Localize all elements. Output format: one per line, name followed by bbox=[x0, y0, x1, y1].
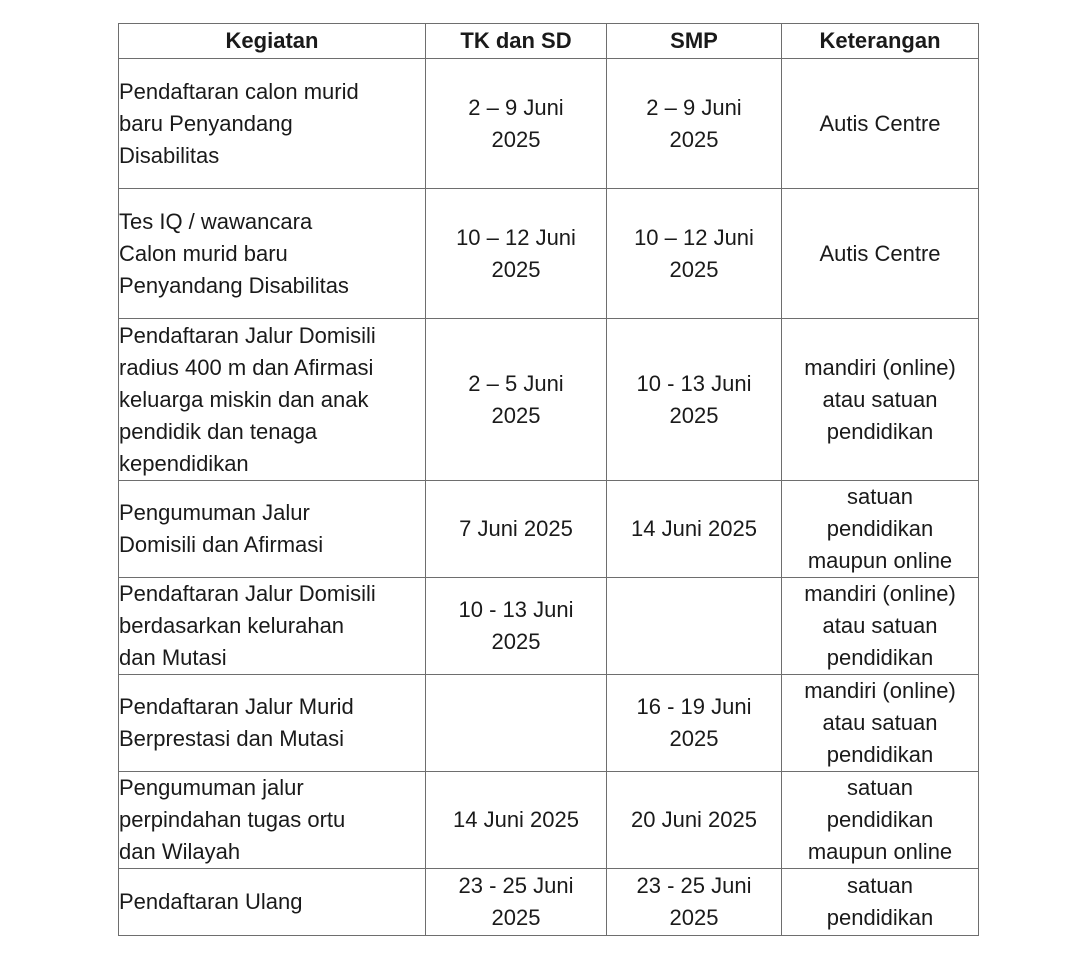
table-row bbox=[119, 869, 979, 936]
cell-tk-sd: 2 – 9 Juni 2025 bbox=[426, 59, 607, 189]
cell-tk-sd bbox=[426, 675, 607, 772]
cell-keterangan: mandiri (online) atau satuan pendidikan bbox=[782, 578, 979, 675]
table-row bbox=[119, 319, 979, 481]
header-kegiatan: Kegiatan bbox=[119, 24, 426, 59]
cell-keterangan: satuan pendidikan maupun online bbox=[782, 481, 979, 578]
cell-kegiatan: Pendaftaran Jalur Domisili berdasarkan kelurahan dan Mutasi bbox=[119, 578, 426, 675]
cell-tk-sd: 23 - 25 Juni 2025 bbox=[426, 869, 607, 936]
cell-kegiatan: Tes IQ / wawancara Calon murid baru Penyandang Disabilitas bbox=[119, 189, 426, 319]
cell-smp: 2 – 9 Juni 2025 bbox=[607, 59, 782, 189]
cell-keterangan: satuan pendidikan maupun online bbox=[782, 772, 979, 869]
cell-smp: 10 – 12 Juni 2025 bbox=[607, 189, 782, 319]
cell-kegiatan: Pengumuman jalur perpindahan tugas ortu dan Wilayah bbox=[119, 772, 426, 869]
cell-tk-sd: 2 – 5 Juni 2025 bbox=[426, 319, 607, 481]
cell-smp: 23 - 25 Juni 2025 bbox=[607, 869, 782, 936]
table-row bbox=[119, 772, 979, 869]
cell-keterangan: mandiri (online) atau satuan pendidikan bbox=[782, 675, 979, 772]
cell-smp: 20 Juni 2025 bbox=[607, 772, 782, 869]
schedule-table bbox=[118, 23, 979, 936]
cell-kegiatan: Pendaftaran Jalur Domisili radius 400 m dan Afirmasi keluarga miskin dan anak pendidik dan tenaga kependidikan bbox=[119, 319, 426, 481]
cell-smp bbox=[607, 578, 782, 675]
table-row bbox=[119, 675, 979, 772]
header-keterangan: Keterangan bbox=[782, 24, 979, 59]
cell-kegiatan: Pengumuman Jalur Domisili dan Afirmasi bbox=[119, 481, 426, 578]
table-row bbox=[119, 189, 979, 319]
cell-kegiatan: Pendaftaran Jalur Murid Berprestasi dan Mutasi bbox=[119, 675, 426, 772]
table-row bbox=[119, 59, 979, 189]
cell-kegiatan: Pendaftaran Ulang bbox=[119, 869, 426, 936]
cell-smp: 10 - 13 Juni 2025 bbox=[607, 319, 782, 481]
cell-tk-sd: 10 - 13 Juni 2025 bbox=[426, 578, 607, 675]
cell-smp: 14 Juni 2025 bbox=[607, 481, 782, 578]
table-row bbox=[119, 578, 979, 675]
cell-keterangan: Autis Centre bbox=[782, 59, 979, 189]
header-smp: SMP bbox=[607, 24, 782, 59]
cell-tk-sd: 10 – 12 Juni 2025 bbox=[426, 189, 607, 319]
table-row bbox=[119, 481, 979, 578]
cell-kegiatan: Pendaftaran calon murid baru Penyandang Disabilitas bbox=[119, 59, 426, 189]
cell-tk-sd: 7 Juni 2025 bbox=[426, 481, 607, 578]
cell-keterangan: satuan pendidikan bbox=[782, 869, 979, 936]
cell-smp: 16 - 19 Juni 2025 bbox=[607, 675, 782, 772]
cell-tk-sd: 14 Juni 2025 bbox=[426, 772, 607, 869]
cell-keterangan: mandiri (online) atau satuan pendidikan bbox=[782, 319, 979, 481]
header-tk-sd: TK dan SD bbox=[426, 24, 607, 59]
cell-keterangan: Autis Centre bbox=[782, 189, 979, 319]
table-header-row bbox=[119, 24, 979, 59]
